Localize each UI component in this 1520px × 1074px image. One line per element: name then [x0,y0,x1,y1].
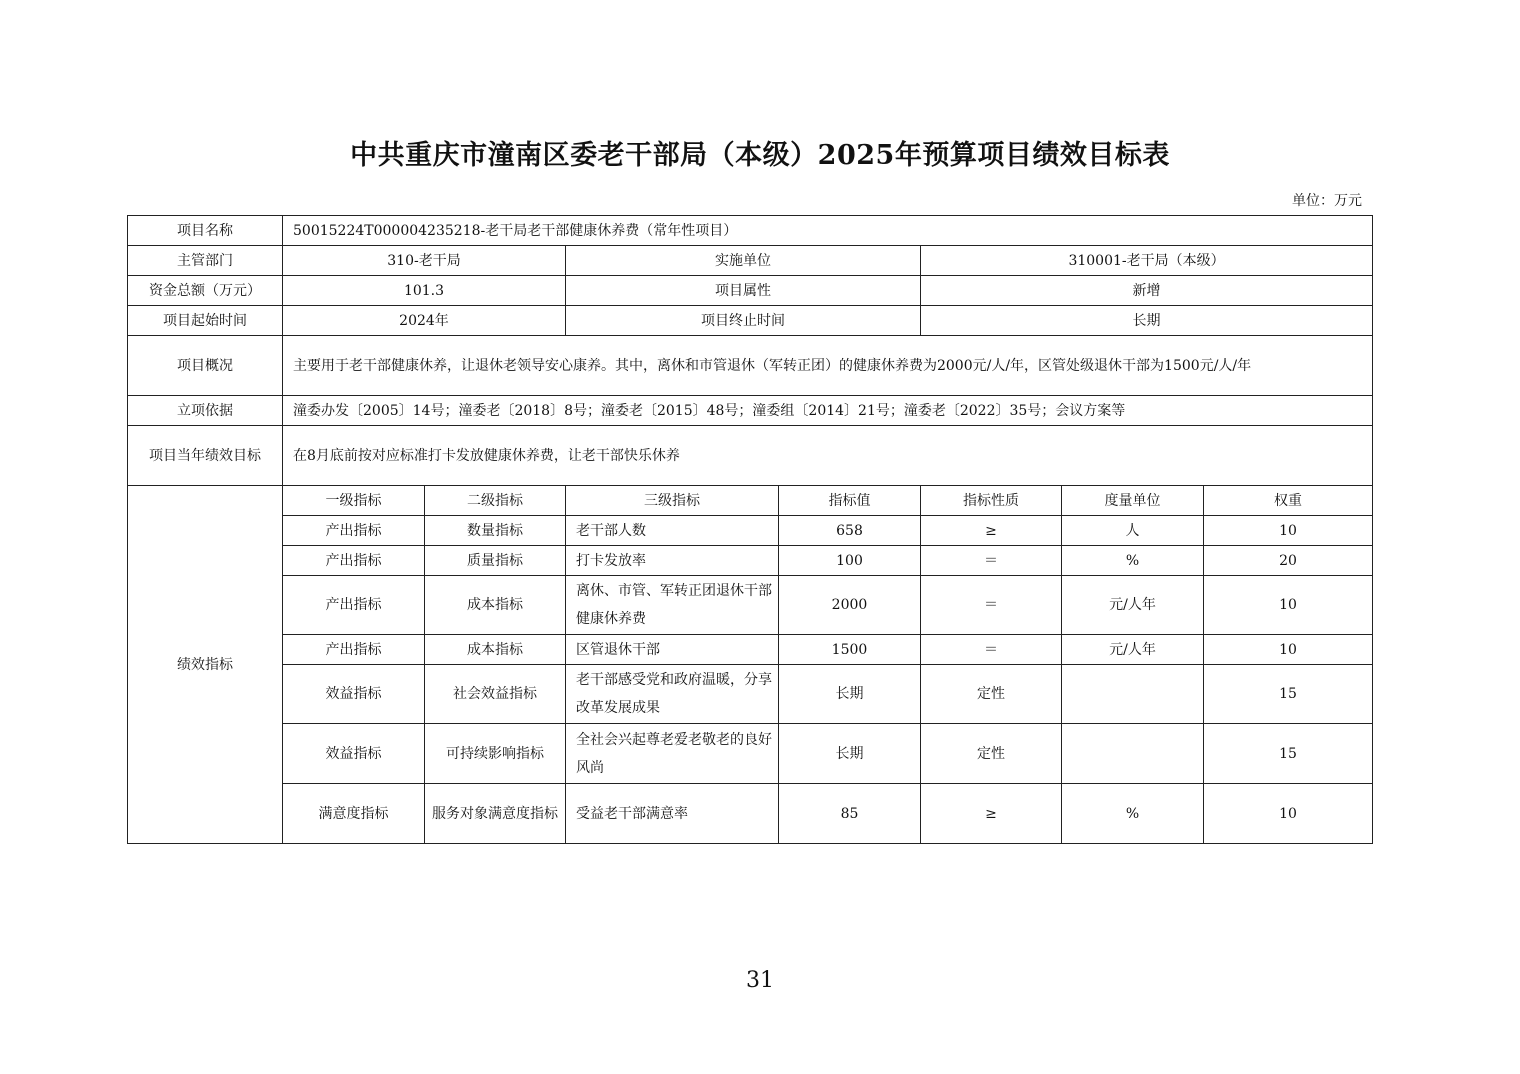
indicator-row [128,635,1373,665]
value-cell: 长期 [779,724,921,784]
performance-table [127,215,1373,844]
unit-cell: % [1062,546,1204,576]
nature-cell: ＝ [921,546,1062,576]
indicator-row [128,576,1373,635]
indicator-header-row [128,486,1373,516]
level3-cell: 离休、市管、军转正团退休干部健康休养费 [566,576,779,635]
end-value: 长期 [921,306,1373,336]
indicator-row [128,784,1373,844]
page-title: 中共重庆市潼南区委老干部局（本级）2025年预算项目绩效目标表 [350,140,1170,171]
attr-value: 新增 [921,276,1373,306]
fund-value: 101.3 [283,276,566,306]
row-goal [128,426,1373,486]
header-weight: 权重 [1204,486,1373,516]
row-dept [128,246,1373,276]
level2-cell: 服务对象满意度指标 [425,784,566,844]
header-value: 指标值 [779,486,921,516]
goal-label: 项目当年绩效目标 [128,426,283,486]
level3-cell: 老干部人数 [566,516,779,546]
nature-cell: ≥ [921,516,1062,546]
level1-cell: 满意度指标 [283,784,425,844]
value-cell: 85 [779,784,921,844]
weight-cell: 10 [1204,516,1373,546]
project-name-value: 50015224T000004235218-老干局老干部健康休养费（常年性项目） [283,216,1373,246]
value-cell: 658 [779,516,921,546]
level2-cell: 成本指标 [425,576,566,635]
level2-cell: 成本指标 [425,635,566,665]
start-label: 项目起始时间 [128,306,283,336]
indicator-row [128,516,1373,546]
nature-cell: 定性 [921,665,1062,724]
level3-cell: 老干部感受党和政府温暖，分享改革发展成果 [566,665,779,724]
unit-cell [1062,724,1204,784]
weight-cell: 10 [1204,635,1373,665]
weight-cell: 20 [1204,546,1373,576]
row-time [128,306,1373,336]
dept-label: 主管部门 [128,246,283,276]
level3-cell: 受益老干部满意率 [566,784,779,844]
header-level3: 三级指标 [566,486,779,516]
header-nature: 指标性质 [921,486,1062,516]
basis-label: 立项依据 [128,396,283,426]
start-value: 2024年 [283,306,566,336]
level1-cell: 效益指标 [283,665,425,724]
attr-label: 项目属性 [566,276,921,306]
header-level1: 一级指标 [283,486,425,516]
fund-label: 资金总额（万元） [128,276,283,306]
weight-cell: 10 [1204,576,1373,635]
unit-label: 单位：万元 [1292,193,1362,209]
nature-cell: ＝ [921,635,1062,665]
level2-cell: 数量指标 [425,516,566,546]
level1-cell: 产出指标 [283,635,425,665]
indicator-row [128,546,1373,576]
nature-cell: 定性 [921,724,1062,784]
project-name-label: 项目名称 [128,216,283,246]
level3-cell: 区管退休干部 [566,635,779,665]
row-project-name [128,216,1373,246]
value-cell: 1500 [779,635,921,665]
level2-cell: 社会效益指标 [425,665,566,724]
nature-cell: ≥ [921,784,1062,844]
unit-cell [1062,665,1204,724]
weight-cell: 15 [1204,665,1373,724]
weight-cell: 10 [1204,784,1373,844]
level3-cell: 全社会兴起尊老爱老敬老的良好风尚 [566,724,779,784]
basis-value: 潼委办发〔2005〕14号；潼委老〔2018〕8号；潼委老〔2015〕48号；潼委组〔2014〕21号；潼委老〔2022〕35号；会议方案等 [283,396,1373,426]
header-unit: 度量单位 [1062,486,1204,516]
goal-value: 在8月底前按对应标准打卡发放健康休养费，让老干部快乐休养 [283,426,1373,486]
overview-label: 项目概况 [128,336,283,396]
indicator-row [128,724,1373,784]
unit-cell: 元/人年 [1062,635,1204,665]
level1-cell: 效益指标 [283,724,425,784]
unit-cell: % [1062,784,1204,844]
indicator-row [128,665,1373,724]
level2-cell: 可持续影响指标 [425,724,566,784]
level1-cell: 产出指标 [283,516,425,546]
nature-cell: ＝ [921,576,1062,635]
row-fund [128,276,1373,306]
value-cell: 2000 [779,576,921,635]
end-label: 项目终止时间 [566,306,921,336]
row-overview [128,336,1373,396]
overview-value: 主要用于老干部健康休养，让退休老领导安心康养。其中，离休和市管退休（军转正团）的健康休养费为2000元/人/年，区管处级退休干部为1500元/人/年 [283,336,1373,396]
value-cell: 100 [779,546,921,576]
weight-cell: 15 [1204,724,1373,784]
level3-cell: 打卡发放率 [566,546,779,576]
impl-value: 310001-老干局（本级） [921,246,1373,276]
header-level2: 二级指标 [425,486,566,516]
level2-cell: 质量指标 [425,546,566,576]
level1-cell: 产出指标 [283,576,425,635]
dept-value: 310-老干局 [283,246,566,276]
row-basis [128,396,1373,426]
unit-cell: 元/人年 [1062,576,1204,635]
indicators-section-label: 绩效指标 [128,486,283,844]
unit-cell: 人 [1062,516,1204,546]
level1-cell: 产出指标 [283,546,425,576]
value-cell: 长期 [779,665,921,724]
page-number: 31 [746,968,774,993]
impl-label: 实施单位 [566,246,921,276]
